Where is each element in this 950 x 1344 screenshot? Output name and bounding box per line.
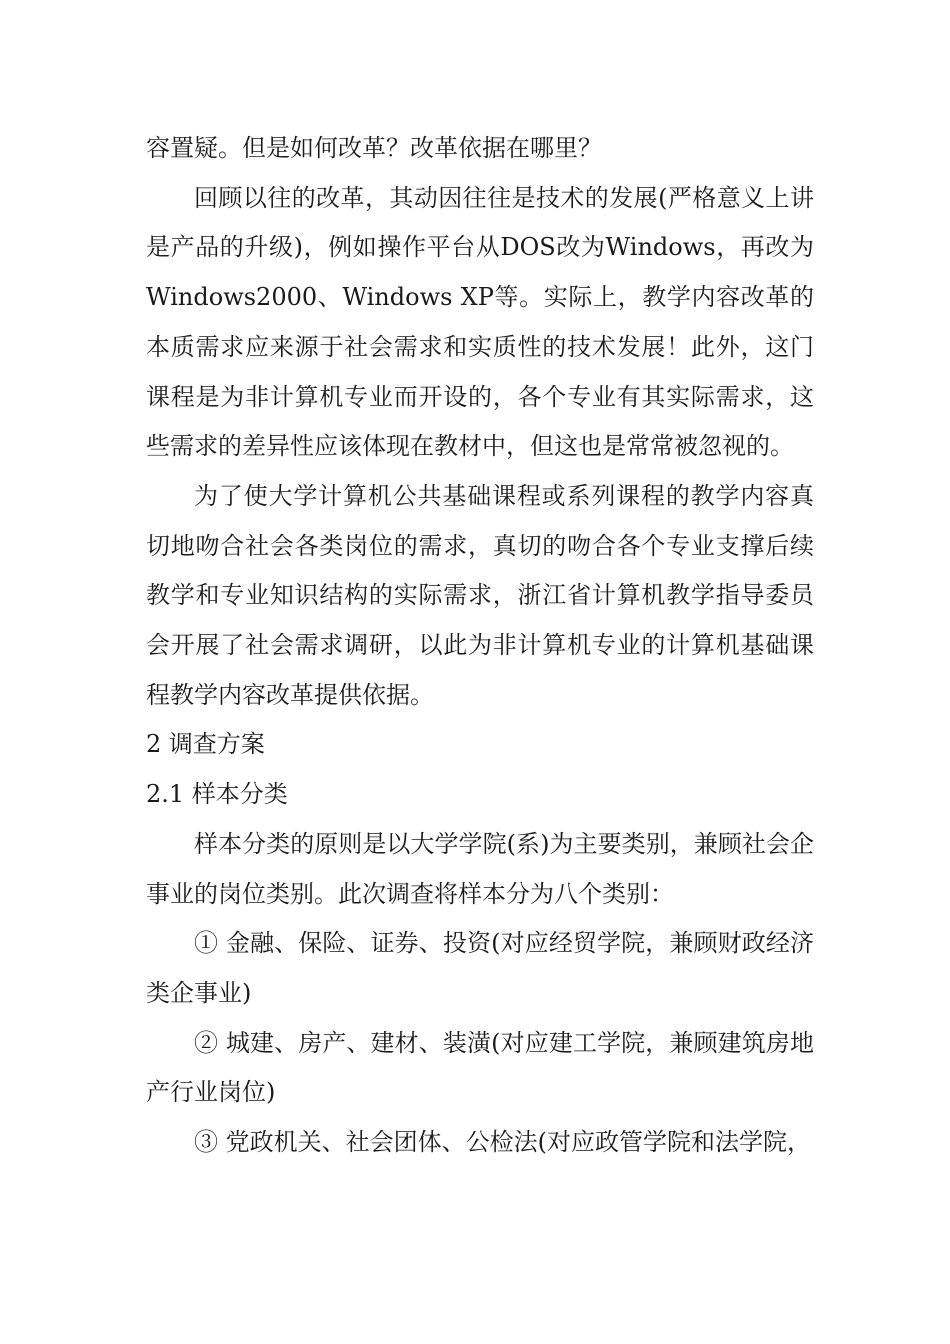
list-item-category-1: ① 金融、保险、证券、投资(对应经贸学院，兼顾财政经济类企事业) <box>146 929 814 1007</box>
document-body <box>146 124 814 1168</box>
subsection-heading-sample-classification: 2.1 样本分类 <box>146 780 288 809</box>
list-item-category-3: ③ 党政机关、社会团体、公检法(对应政管学院和法学院， <box>194 1128 811 1157</box>
section-heading-survey-plan: 2 调查方案 <box>146 730 265 759</box>
paragraph-survey-purpose: 为了使大学计算机公共基础课程或系列课程的教学内容真切地吻合社会各类岗位的需求，真切的吻合各个专业支撑后续教学和专业知识结构的实际需求，浙江省计算机教学指导委员会开展了社会需求调研，以此为非计算机专业的计算机基础课程教学内容改革提供依据。 <box>146 481 814 709</box>
paragraph-continuation: 容置疑。但是如何改革？改革依据在哪里？ <box>146 134 602 162</box>
paragraph-reform-history: 回顾以往的改革，其动因往往是技术的发展(严格意义上讲是产品的升级)，例如操作平台从DOS改为Windows，再改为Windows2000、Windows XP等。实际上，教学内容改革的本质需求应来源于社会需求和实质性的技术发展！此外，这门课程是为非计算机专业而开设的，各个专业有其实际需求，这些需求的差异性应该体现在教材中，但这也是常常被忽视的。 <box>146 183 814 461</box>
list-item-category-2: ② 城建、房产、建材、装潢(对应建工学院，兼顾建筑房地产行业岗位) <box>146 1028 814 1107</box>
paragraph-classification-principle: 样本分类的原则是以大学学院(系)为主要类别，兼顾社会企事业的岗位类别。此次调查将样本分为八个类别： <box>146 829 814 908</box>
